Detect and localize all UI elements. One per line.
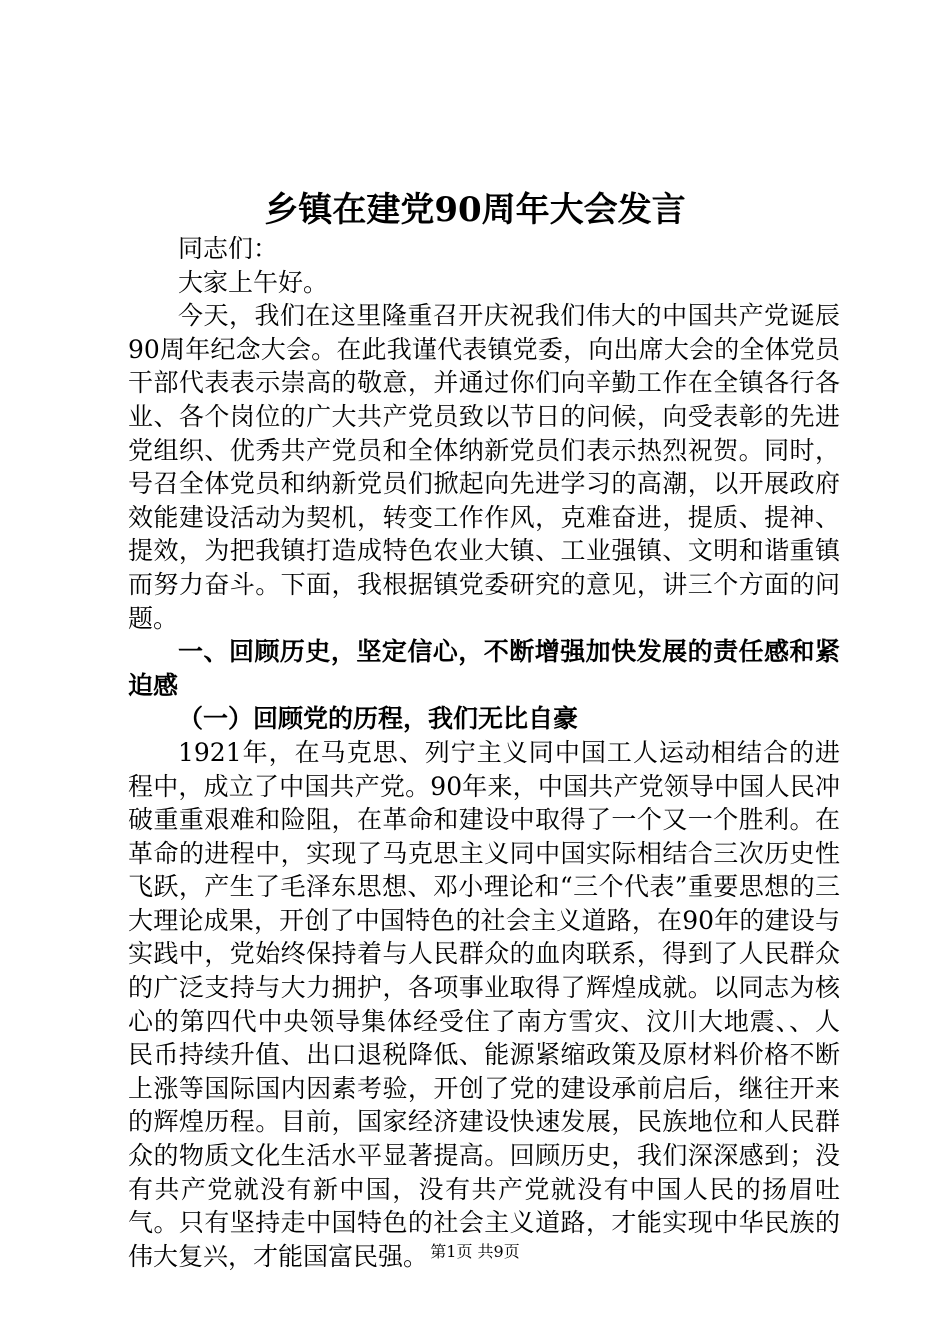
page-footer: 第1页 共9页	[430, 1242, 520, 1261]
history-paragraph: 1921年，在马克思、列宁主义同中国工人运动相结合的进程中，成立了中国共产党。90年来，中国共产党领导中国人民冲破重重艰难和险阻，在革命和建设中取得了一个又一个胜利。在革命的进程中，实现了马克思主义同中国实际相结合三次历史性飞跃，产生了毛泽东思想、邓小理论和“三个代表”重要思想的三大理论成果，开创了中国特色的社会主义道路，在90年的建设与实践中，党始终保持着与人民群众的血肉联系，得到了人民群众的广泛支持与大力拥护，各项事业取得了辉煌成就。以同志为核心的第四代中央领导集体经受住了南方雪灾、汶川大地震、、人民币持续升值、出口退税降低、能源紧缩政策及原材料价格不断上涨等国际国内因素考验，开创了党的建设承前启后，继往开来的辉煌历程。目前，国家经济建设快速发展，民族地位和人民群众的物质文化生活水平显著提高。回顾历史，我们深深感到；没有共产党就没有新中国，没有共产党就没有中国人民的扬眉吐气。只有坚持走中国特色的社会主义道路，才能实现中华民族的伟大复兴，才能国富民强。	[128, 737, 840, 1271]
subsection-heading-1: （一）回顾党的历程，我们无比自豪	[178, 704, 579, 734]
intro-paragraph: 今天，我们在这里隆重召开庆祝我们伟大的中国共产党诞辰90周年纪念大会。在此我谨代表镇党委，向出席大会的全体党员干部代表表示崇高的敬意，并通过你们向辛勤工作在全镇各行各业、各个岗位的广大共产党员致以节日的问候，向受表彰的先进党组织、优秀共产党员和全体纳新党员们表示热烈祝贺。同时，号召全体党员和纳新党员们掀起向先进学习的高潮，以开展政府效能建设活动为契机，转变工作作风，克难奋进，提质、提神、提效，为把我镇打造成特色农业大镇、工业强镇、文明和谐重镇而努力奋斗。下面，我根据镇党委研究的意见，讲三个方面的问题。	[128, 301, 840, 633]
greeting: 大家上午好。	[178, 267, 329, 297]
document-title: 乡镇在建党90周年大会发言	[264, 190, 686, 230]
section-heading-1: 一、回顾历史，坚定信心，不断增强加快发展的责任感和紧迫感	[128, 637, 840, 700]
salutation: 同志们：	[178, 234, 279, 263]
document-body	[128, 232, 840, 1273]
